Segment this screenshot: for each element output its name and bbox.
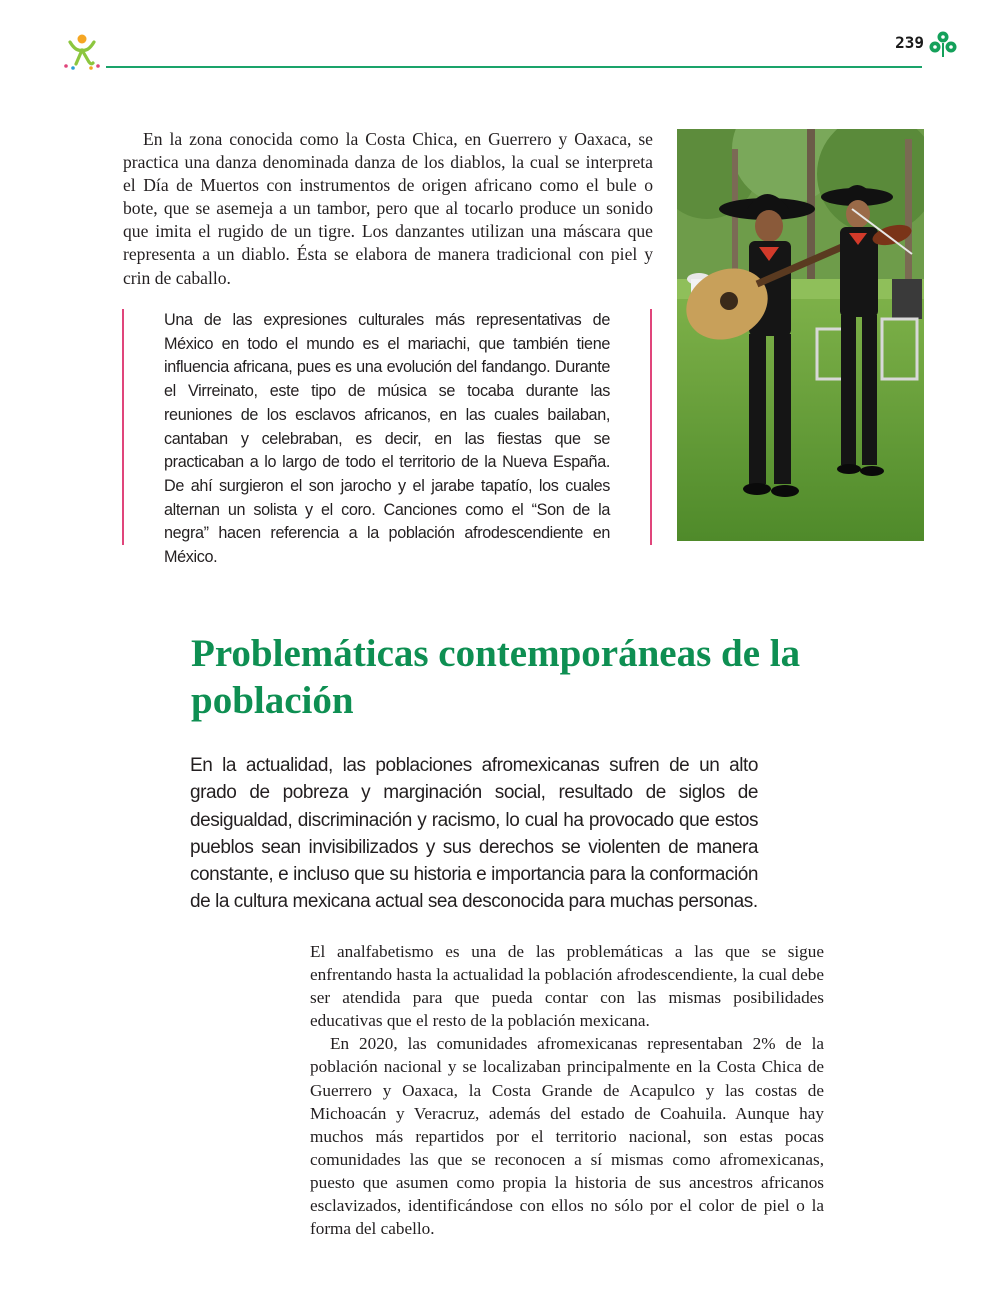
section-title: Problemáticas contemporáneas de la población [191,632,801,722]
dancing-figure-logo-icon [62,30,102,72]
section-lead-paragraph: En la actualidad, las poblaciones afromexicanas sufren de un alto grado de pobreza y marginación social, resultado de siglos de desigualdad, discriminación y racismo, lo cual ha provocado que estos pueblos sean invisibilizados y sus derechos se violenten de manera constante, e incluso que su historia e importancia para la conformación de la cultura mexicana actual sea desconocida para muchas personas. [190,755,758,913]
body-paragraph-illiteracy: El analfabetismo es una de las problemáticas a las que se sigue enfrentando hasta la actualidad la población afrodescendiente, la cual debe ser atendida para que pueda contar con las mismas posibilidades educativas que el resto de la población mexicana. [310,942,824,1031]
sidebar-text: Una de las expresiones culturales más representativas de México en todo el mundo es el mariachi, que también tiene influencia africana, pues es una evolución del fandango. Durante el Virreinato, este tipo de música se tocaba durante las reuniones de los esclavos africanos, en las cuales bailaban, cantaban y celebraban, es decir, en las fiestas que se practicaban a lo largo de todo el territorio de la Nueva España. De ahí surgieron el son jarocho y el jarabe tapatío, los cuales alternan un solista y el coro. Canciones como el “Son de la negra” hacen referencia a la población afrodescendiente en México. [164,311,610,567]
mariachi-musicians-photo [677,129,924,541]
sidebar-left-border [122,309,124,545]
sidebar-box [122,309,652,567]
section-body [310,940,824,1240]
intro-paragraph: En la zona conocida como la Costa Chica, en Guerrero y Oaxaca, se practica una danza denominada danza de los diablos, la cual se interpreta el Día de Muertos con instrumentos de origen africano como el bule o bote, que se asemeja a un tambor, pero que al tocarlo produce un sonido que imita el rugido de un tigre. Los danzantes utilizan una máscara que representa a un diablo. Ésta se elabora de manera tradicional con piel y crin de caballo. [123,129,653,288]
sidebar-right-border [650,309,652,545]
header-rule [106,66,922,68]
body-paragraph-2020-communities: En 2020, las comunidades afromexicanas representaban 2% de la población nacional y se localizaban principalmente en la Costa Chica de Guerrero y Oaxaca, la Costa Grande de Acapulco y las costas de Michoacán y Veracruz, además del estado de Coahuila. Aunque hay muchos más repartidos por el territorio nacional, son estas pocas comunidades las que se reconocen a sí mismas como afromexicanas, puesto que asumen como propia la historia de sus ancestros africanos esclavizados, identificándose con ellos no sólo por el color de piel o la forma del cabello. [310,1034,824,1239]
flower-cluster-icon [928,30,958,58]
page-number: 239 [895,33,924,52]
